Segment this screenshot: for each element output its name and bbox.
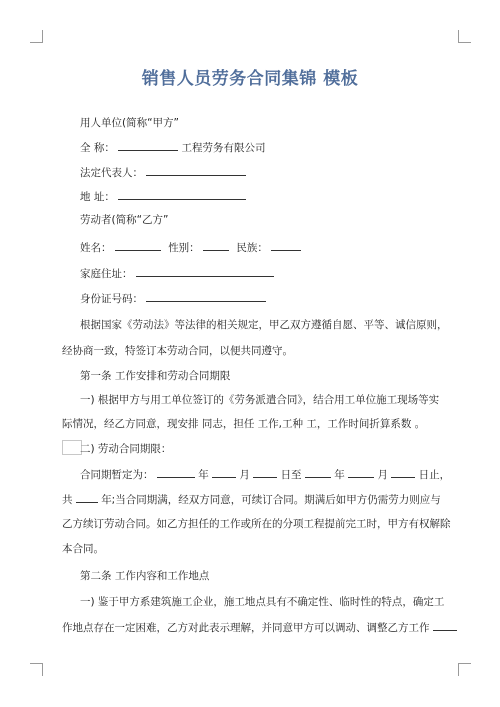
party-b-id-line: [80, 291, 266, 306]
party-a-name-suffix: 工程劳务有限公司: [181, 142, 266, 154]
term-line-2: [62, 492, 441, 507]
party-a-rep-label: 法定代表人：: [80, 167, 143, 179]
term-total-years-blank[interactable]: [76, 492, 98, 503]
paragraph-marker-box: [62, 440, 82, 455]
term-start-month-blank[interactable]: [212, 467, 236, 478]
party-b-heading: 劳动者(简称“乙方”: [80, 214, 169, 226]
party-b-home-line: [80, 266, 274, 281]
party-a-address-blank[interactable]: [118, 189, 246, 200]
article-1-heading: 第一条 工作安排和劳动合同期限: [80, 370, 231, 382]
party-a-address-label: 地 址：: [80, 191, 115, 203]
term-line-4: 本合同。: [62, 543, 104, 555]
crop-mark-top-left: [30, 30, 43, 43]
article-1-p2-heading: 二) 劳动合同期限：: [80, 443, 172, 455]
party-b-gender-blank[interactable]: [203, 240, 229, 251]
party-b-gender-label: 性别：: [168, 242, 200, 254]
party-a-name-label: 全 称：: [80, 142, 115, 154]
crop-mark-bottom-left: [30, 663, 43, 676]
article-1-p1-line-2: 际情况，经乙方同意，现安排 同志，担任 工作,工种 工，工作时间折算系数 。: [62, 418, 426, 430]
term-start-year-label: 年: [198, 469, 209, 481]
intro-line-1: 根据国家《劳动法》等法律的相关规定，甲乙双方遵循自愿、平等、诚信原则，: [80, 319, 448, 331]
crop-mark-bottom-right: [458, 663, 471, 676]
term-end-day-label: 日止，: [418, 469, 451, 481]
term-start-day-label: 日至: [280, 469, 302, 481]
intro-line-2: 经协商一致，特签订本劳动合同，以便共同遵守。: [62, 345, 293, 357]
party-a-rep-line: [80, 165, 246, 180]
term-end-day-blank[interactable]: [391, 467, 415, 478]
document-title: 销售人员劳务合同集锦 模板: [141, 69, 359, 89]
article-2-p1-line-2: [62, 620, 457, 635]
article-2-p1-line-1: 一) 鉴于甲方系建筑施工企业，施工地点具有不确定性、临时性的特点，确定工: [80, 596, 445, 608]
party-b-ethnic-blank[interactable]: [271, 240, 301, 251]
party-a-address-line: [80, 189, 246, 204]
party-a-rep-blank[interactable]: [146, 165, 246, 176]
party-b-home-blank[interactable]: [136, 266, 274, 277]
party-b-home-label: 家庭住址：: [80, 268, 133, 280]
term-start-month-label: 月: [239, 469, 250, 481]
term-end-year-blank[interactable]: [305, 467, 331, 478]
crop-mark-top-right: [458, 30, 471, 43]
term-start-day-blank[interactable]: [253, 467, 277, 478]
article-2-heading: 第二条 工作内容和工作地点: [80, 570, 210, 582]
term-line-2-text: 年;当合同期满，经双方同意，可续订合同。期满后如甲方仍需劳力则应与: [101, 494, 441, 506]
term-end-year-label: 年: [334, 469, 345, 481]
term-end-month-label: 月: [377, 469, 388, 481]
article-1-p1-line-1: 一) 根据甲方与用工单位签订的《劳务派遣合同》，结合用工单位施工现场等实: [80, 394, 440, 406]
article-2-p1-line-2-text: 作地点存在一定困难，乙方对此表示理解，并同意甲方可以调动、调整乙方工作: [62, 622, 430, 634]
party-b-ethnic-label: 民族：: [236, 242, 268, 254]
contract-term-line: [80, 467, 450, 482]
party-a-name-blank[interactable]: [118, 140, 178, 151]
term-start-year-blank[interactable]: [157, 467, 195, 478]
term-line-3: 乙方续订劳动合同。如乙方担任的工作或所在的分项工程提前完工时，甲方有权解除: [62, 518, 451, 530]
term-end-month-blank[interactable]: [348, 467, 374, 478]
party-b-name-blank[interactable]: [115, 240, 161, 251]
party-b-basic-line: [80, 240, 301, 255]
article-2-work-blank[interactable]: [433, 620, 457, 631]
party-b-name-label: 姓名：: [80, 242, 112, 254]
party-a-name-line: [80, 140, 266, 155]
party-a-heading: 用人单位(简称“甲方”: [80, 117, 179, 129]
party-b-id-label: 身份证号码：: [80, 293, 143, 305]
term-label: 合同期暂定为：: [80, 469, 154, 481]
term-total-prefix: 共: [62, 494, 73, 506]
party-b-id-blank[interactable]: [146, 291, 266, 302]
